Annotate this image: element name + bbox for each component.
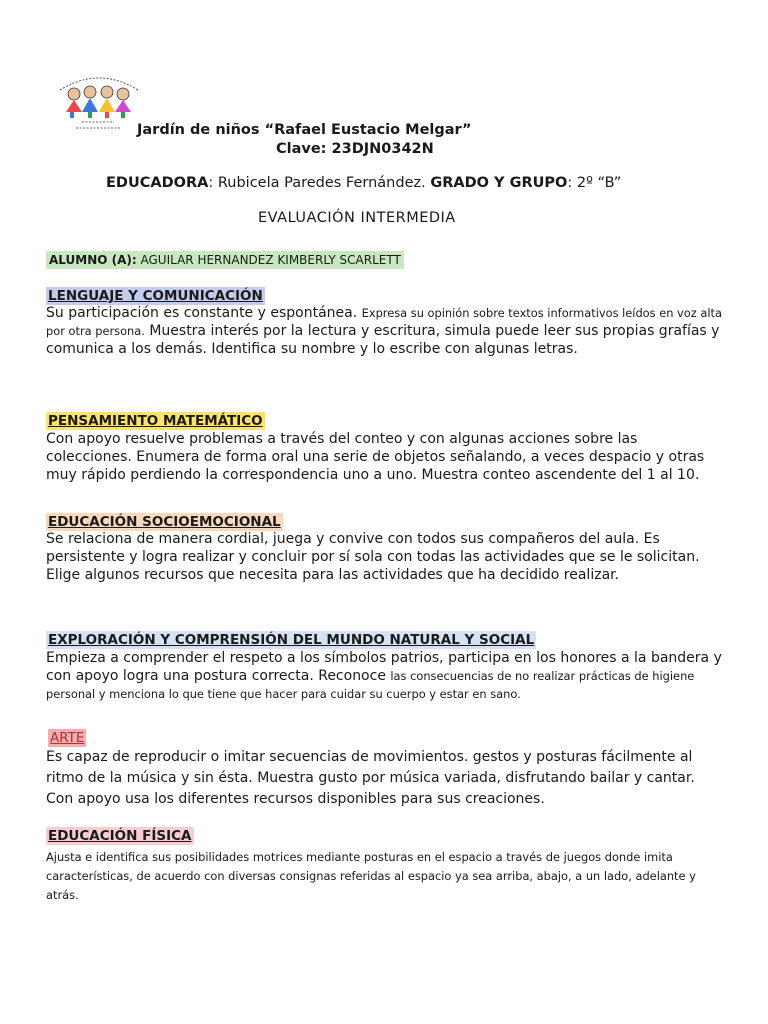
exploracion-text-a: Empieza a comprender el respeto a los símbolos patrios, participa en los honores a la bandera y con apoyo logra una postura correcta. Reconoce bbox=[46, 650, 722, 684]
school-code: Clave: 23DJN0342N bbox=[276, 141, 434, 157]
student-line bbox=[46, 251, 404, 269]
arte-text: Es capaz de reproducir o imitar secuencias de movimientos. gestos y posturas fácilmente al ritmo de la música y sin ésta. Muestra gusto por música variada, disfrutando bailar y cantar. Con apoyo usa los diferentes recursos disponibles para sus creaciones. bbox=[46, 749, 695, 807]
lenguaje-text-b: Expresa su opinión sobre textos informativos leídos en voz alta por otra persona. bbox=[46, 306, 722, 338]
lenguaje-heading: LENGUAJE Y COMUNICACIÓN bbox=[48, 288, 263, 304]
socioemocional-heading: EDUCACIÓN SOCIOEMOCIONAL bbox=[48, 514, 281, 530]
exploracion-text bbox=[46, 649, 726, 703]
educadora-name: Rubicela Paredes Fernández. bbox=[217, 175, 426, 191]
school-logo bbox=[52, 64, 146, 136]
fisica-heading: EDUCACIÓN FÍSICA bbox=[48, 828, 192, 844]
student-label: ALUMNO (A): bbox=[49, 253, 137, 267]
student-name: AGUILAR HERNANDEZ KIMBERLY SCARLETT bbox=[140, 253, 401, 267]
exploracion-heading: EXPLORACIÓN Y COMPRENSIÓN DEL MUNDO NATURAL Y SOCIAL bbox=[48, 632, 535, 648]
exploracion-text-b: las consecuencias de no realizar prácticas de higiene personal y menciona lo que tiene que hacer para cuidar su cuerpo y estar en sano. bbox=[46, 669, 695, 701]
lenguaje-text-a: Su participación es constante y espontánea. bbox=[46, 305, 358, 321]
pensamiento-text: Con apoyo resuelve problemas a través del conteo y con algunas acciones sobre las colecciones. Enumera de forma oral una serie de objetos señalando, a veces despacio y otras muy rápido perdiendo la correspondencia uno a uno. Muestra conteo ascendente del 1 al 10. bbox=[46, 431, 705, 483]
teacher-line: EDUCADORA: Rubicela Paredes Fernández. GRADO Y GRUPO: 2º “B” bbox=[106, 175, 622, 191]
fisica-text: Ajusta e identifica sus posibilidades motrices mediante posturas en el espacio a través de juegos donde imita características, de acuerdo con diversas consignas referidas al espacio ya sea arriba, abajo, a un lado, adelante y atrás. bbox=[46, 850, 696, 902]
pensamiento-heading: PENSAMIENTO MATEMÁTICO bbox=[48, 413, 263, 429]
school-name: Jardín de niños “Rafael Eustacio Melgar” bbox=[137, 122, 472, 138]
lenguaje-text-c: Muestra interés por la lectura y escritura, simula puede leer sus propias grafías y comunica a los demás. Identifica su nombre y lo escribe con algunas letras. bbox=[46, 323, 720, 357]
lenguaje-text bbox=[46, 304, 726, 358]
arte-heading: ARTE bbox=[50, 730, 85, 746]
grado-label: GRADO Y GRUPO bbox=[430, 175, 568, 191]
document-title: EVALUACIÓN INTERMEDIA bbox=[258, 210, 456, 226]
socioemocional-text: Se relaciona de manera cordial, juega y convive con todos sus compañeros del aula. Es persistente y logra realizar y concluir por sí sola con todas las actividades que se le solicitan. Elige algunos recursos que necesita para las actividades que ha decidido realizar. bbox=[46, 531, 700, 583]
grado-value: 2º “B” bbox=[576, 175, 622, 191]
educadora-label: EDUCADORA bbox=[106, 175, 209, 191]
